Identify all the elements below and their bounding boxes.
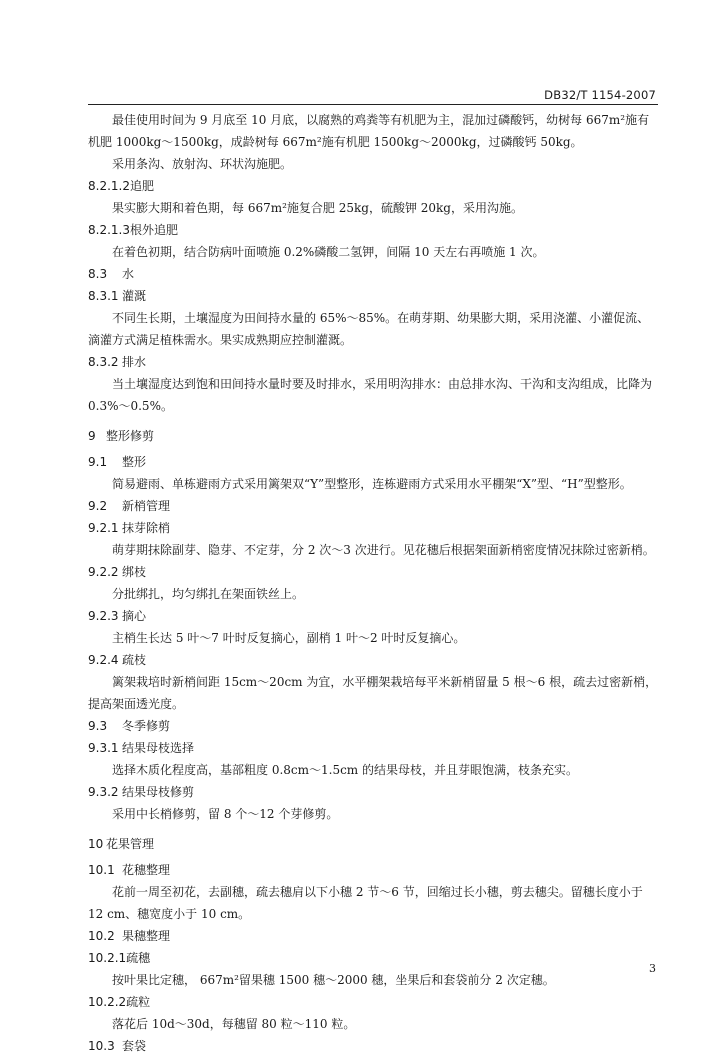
heading-number: 9.3 — [88, 719, 108, 733]
heading-title: 疏枝 — [122, 653, 147, 667]
paragraph: 不同生长期，土壤湿度为田间持水量的 65%～85%。在萌芽期、幼果膨大期，采用浇灌、小灌促流、滴灌方式满足植株需水。果实成熟期应控制灌溉。 — [88, 311, 650, 347]
heading-number: 9.2.2 — [88, 565, 119, 579]
heading-number: 8.3.1 — [88, 289, 119, 303]
page-number: 3 — [649, 962, 656, 975]
paragraph: 按叶果比定穗， 667m²留果穗 1500 穗～2000 穗，坐果后和套袋前分 2 次定穗。 — [112, 973, 555, 987]
section-heading — [88, 517, 658, 539]
paragraph: 最佳使用时间为 9 月底至 10 月底，以腐熟的鸡粪等有机肥为主，混加过磷酸钙，幼树每 667m²施有机肥 1000kg～1500kg，成龄树每 667m²施有机肥 1500kg～2000kg，过磷酸钙 50kg。 — [88, 113, 650, 149]
heading-title: 根外追肥 — [129, 223, 178, 237]
section-heading — [88, 859, 658, 881]
section-heading — [88, 263, 658, 285]
body-content — [88, 109, 658, 1057]
heading-title: 疏粒 — [126, 995, 151, 1009]
section-heading — [88, 285, 658, 307]
section-heading — [88, 561, 658, 583]
heading-title: 套袋 — [122, 1039, 147, 1053]
heading-title: 整形 — [122, 455, 147, 469]
section-heading — [88, 495, 658, 517]
section-heading — [88, 451, 658, 473]
heading-number: 10.3 — [88, 1039, 115, 1053]
section-heading — [88, 737, 658, 759]
heading-title: 抹芽除梢 — [122, 521, 171, 535]
heading-title: 摘心 — [122, 609, 147, 623]
heading-number: 8.2.1.3 — [88, 223, 130, 237]
section-heading — [88, 351, 658, 373]
paragraph: 简易避雨、单栋避雨方式采用篱架双“Y”型整形，连栋避雨方式采用水平棚架“X”型、“H”型整形。 — [112, 477, 632, 491]
heading-number: 9.3.1 — [88, 741, 119, 755]
heading-number: 9.3.2 — [88, 785, 119, 799]
heading-number: 9.2 — [88, 499, 108, 513]
section-heading — [88, 947, 658, 969]
paragraph: 当土壤湿度达到饱和田间持水量时要及时排水，采用明沟排水：由总排水沟、干沟和支沟组成，比降为 0.3%～0.5%。 — [88, 377, 653, 413]
heading-number: 10.2 — [88, 929, 115, 943]
heading-number: 8.2.1.2 — [88, 179, 130, 193]
heading-title: 新梢管理 — [122, 499, 171, 513]
heading-number: 10.1 — [88, 863, 115, 877]
paragraph: 主梢生长达 5 叶～7 叶时反复摘心，副梢 1 叶～2 叶时反复摘心。 — [112, 631, 466, 645]
heading-number: 9.1 — [88, 455, 108, 469]
heading-title: 结果母枝修剪 — [122, 785, 195, 799]
heading-title: 疏穗 — [126, 951, 151, 965]
paragraph: 萌芽期抹除副芽、隐芽、不定芽，分 2 次～3 次进行。见花穗后根据架面新梢密度情况抹除过密新梢。 — [112, 543, 655, 557]
paragraph: 选择木质化程度高，基部粗度 0.8cm～1.5cm 的结果母枝，并且芽眼饱满，枝条充实。 — [112, 763, 578, 777]
heading-title: 果穗整理 — [122, 929, 171, 943]
chapter-heading — [88, 833, 658, 855]
chapter-heading — [88, 425, 658, 447]
heading-title: 追肥 — [129, 179, 154, 193]
heading-number: 9.2.1 — [88, 521, 119, 535]
paragraph: 采用条沟、放射沟、环状沟施肥。 — [112, 157, 293, 171]
heading-title: 绑枝 — [122, 565, 147, 579]
section-heading — [88, 1035, 658, 1057]
paragraph: 落花后 10d～30d，每穗留 80 粒～110 粒。 — [112, 1017, 356, 1031]
heading-title: 灌溉 — [122, 289, 147, 303]
heading-number: 8.3 — [88, 267, 108, 281]
section-heading — [88, 715, 658, 737]
section-heading — [88, 925, 658, 947]
paragraph: 采用中长梢修剪，留 8 个～12 个芽修剪。 — [112, 807, 339, 821]
standard-code: DB32/T 1154-2007 — [544, 88, 656, 102]
section-heading — [88, 991, 658, 1013]
heading-number: 10 — [88, 837, 104, 851]
heading-title: 整形修剪 — [106, 429, 155, 443]
section-heading — [88, 605, 658, 627]
heading-number: 9 — [88, 429, 96, 443]
paragraph: 花前一周至初花，去副穗，疏去穗肩以下小穗 2 节～6 节，回缩过长小穗，剪去穗尖。留穗长度小于 12 cm、穗宽度小于 10 cm。 — [88, 885, 643, 921]
heading-title: 排水 — [122, 355, 147, 369]
heading-number: 9.2.4 — [88, 653, 119, 667]
paragraph: 在着色初期，结合防病叶面喷施 0.2%磷酸二氢钾，间隔 10 天左右再喷施 1 次。 — [112, 245, 545, 259]
heading-title: 冬季修剪 — [122, 719, 171, 733]
heading-title: 花果管理 — [106, 837, 155, 851]
heading-title: 花穗整理 — [122, 863, 171, 877]
section-heading — [88, 175, 658, 197]
section-heading — [88, 219, 658, 241]
header-rule — [88, 104, 658, 105]
heading-number: 10.2.2 — [88, 995, 127, 1009]
paragraph: 篱架栽培时新梢间距 15cm～20cm 为宜，水平棚架栽培每平米新梢留量 5 根～6 根，疏去过密新梢，提高架面透光度。 — [88, 675, 658, 711]
heading-number: 10.2.1 — [88, 951, 127, 965]
heading-number: 9.2.3 — [88, 609, 119, 623]
heading-number: 8.3.2 — [88, 355, 119, 369]
paragraph: 果实膨大期和着色期，每 667m²施复合肥 25kg，硫酸钾 20kg，采用沟施。 — [112, 201, 523, 215]
section-heading — [88, 781, 658, 803]
heading-title: 水 — [122, 267, 135, 281]
heading-title: 结果母枝选择 — [122, 741, 195, 755]
section-heading — [88, 649, 658, 671]
paragraph: 分批绑扎，均匀绑扎在架面铁丝上。 — [112, 587, 305, 601]
